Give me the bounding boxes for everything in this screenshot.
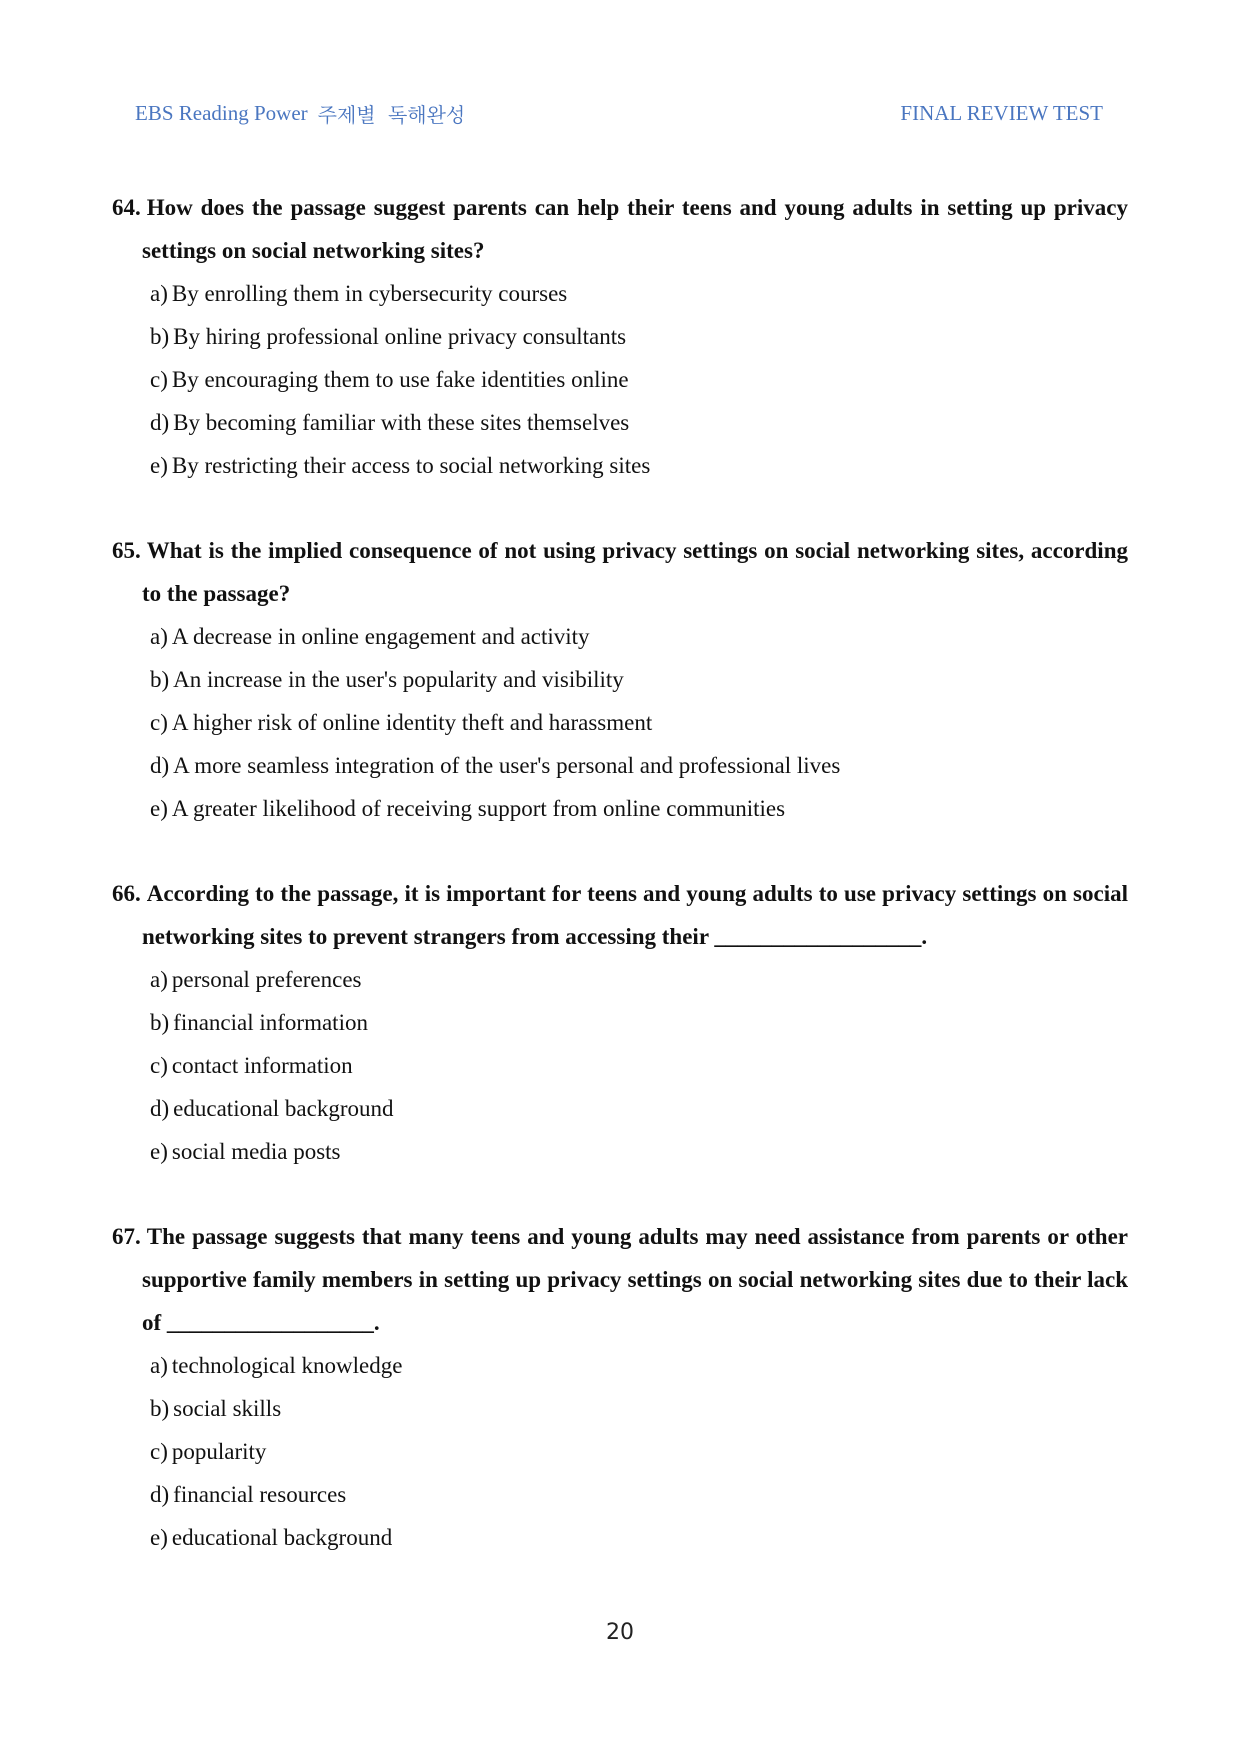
option-text: A decrease in online engagement and activity <box>171 624 590 649</box>
answer-option[interactable] <box>112 1387 1128 1430</box>
question-65 <box>112 529 1128 830</box>
question-number: 67. <box>112 1224 141 1249</box>
answer-option[interactable] <box>112 787 1128 830</box>
option-text: educational background <box>171 1525 393 1550</box>
answer-option[interactable] <box>112 272 1128 315</box>
option-letter: e) <box>150 1139 168 1164</box>
header-korean-subtitle: 주제별 독해완성 <box>317 102 466 127</box>
option-letter: d) <box>150 1096 170 1121</box>
question-text: According to the passage, it is important for teens and young adults to use privacy settings on social networking sites to prevent strangers from accessing their __________________. <box>142 881 1128 949</box>
answer-options <box>112 272 1128 487</box>
answer-option[interactable] <box>112 615 1128 658</box>
answer-option[interactable] <box>112 1044 1128 1087</box>
answer-option[interactable] <box>112 744 1128 787</box>
question-number: 65. <box>112 538 141 563</box>
answer-option[interactable] <box>112 658 1128 701</box>
option-letter: c) <box>150 710 168 735</box>
answer-options <box>112 615 1128 830</box>
option-letter: a) <box>150 1353 168 1378</box>
option-letter: a) <box>150 624 168 649</box>
option-text: personal preferences <box>171 967 362 992</box>
answer-option[interactable] <box>112 358 1128 401</box>
answer-option[interactable] <box>112 958 1128 1001</box>
question-stem <box>112 872 1128 958</box>
answer-option[interactable] <box>112 1087 1128 1130</box>
option-letter: d) <box>150 410 170 435</box>
header-book-title: EBS Reading Power <box>135 100 308 125</box>
page-number: 20 <box>606 1620 634 1645</box>
page-header <box>135 96 1103 130</box>
question-number: 64. <box>112 195 141 220</box>
header-test-title: FINAL REVIEW TEST <box>900 100 1103 125</box>
question-64 <box>112 186 1128 487</box>
option-letter: b) <box>150 1396 170 1421</box>
option-letter: b) <box>150 667 170 692</box>
answer-option[interactable] <box>112 1344 1128 1387</box>
option-text: financial information <box>173 1010 368 1035</box>
option-letter: d) <box>150 1482 170 1507</box>
answer-options <box>112 958 1128 1173</box>
answer-option[interactable] <box>112 315 1128 358</box>
option-text: By restricting their access to social networking sites <box>171 453 651 478</box>
option-letter: e) <box>150 1525 168 1550</box>
question-stem <box>112 186 1128 272</box>
option-letter: e) <box>150 796 168 821</box>
answer-option[interactable] <box>112 401 1128 444</box>
option-text: By becoming familiar with these sites themselves <box>173 410 630 435</box>
question-text: How does the passage suggest parents can help their teens and young adults in setting up privacy settings on social networking sites? <box>142 195 1128 263</box>
question-67 <box>112 1215 1128 1559</box>
option-text: social media posts <box>171 1139 341 1164</box>
question-66 <box>112 872 1128 1173</box>
answer-option[interactable] <box>112 1001 1128 1044</box>
question-text: The passage suggests that many teens and young adults may need assistance from parents or other supportive family members in setting up privacy settings on social networking sites due to their lack of __________________. <box>142 1224 1128 1335</box>
option-letter: a) <box>150 967 168 992</box>
option-letter: c) <box>150 1053 168 1078</box>
answer-option[interactable] <box>112 1430 1128 1473</box>
question-stem <box>112 529 1128 615</box>
option-letter: d) <box>150 753 170 778</box>
header-left <box>135 99 465 128</box>
answer-option[interactable] <box>112 444 1128 487</box>
option-text: By enrolling them in cybersecurity courses <box>171 281 568 306</box>
answer-option[interactable] <box>112 1473 1128 1516</box>
option-text: social skills <box>173 1396 282 1421</box>
question-text: What is the implied consequence of not using privacy settings on social networking sites, according to the passage? <box>142 538 1128 606</box>
option-text: contact information <box>171 1053 353 1078</box>
answer-option[interactable] <box>112 701 1128 744</box>
option-text: educational background <box>173 1096 394 1121</box>
option-letter: c) <box>150 367 168 392</box>
option-text: A higher risk of online identity theft and harassment <box>171 710 653 735</box>
option-text: technological knowledge <box>171 1353 403 1378</box>
option-text: An increase in the user's popularity and visibility <box>173 667 624 692</box>
answer-options <box>112 1344 1128 1559</box>
question-number: 66. <box>112 881 141 906</box>
question-stem <box>112 1215 1128 1344</box>
option-letter: b) <box>150 324 170 349</box>
question-list <box>112 186 1128 1601</box>
option-letter: c) <box>150 1439 168 1464</box>
option-text: A more seamless integration of the user's personal and professional lives <box>173 753 841 778</box>
option-text: By hiring professional online privacy consultants <box>173 324 627 349</box>
option-letter: e) <box>150 453 168 478</box>
option-text: By encouraging them to use fake identities online <box>171 367 629 392</box>
option-text: A greater likelihood of receiving support from online communities <box>171 796 786 821</box>
option-letter: a) <box>150 281 168 306</box>
option-text: financial resources <box>173 1482 347 1507</box>
answer-option[interactable] <box>112 1516 1128 1559</box>
option-text: popularity <box>171 1439 267 1464</box>
option-letter: b) <box>150 1010 170 1035</box>
answer-option[interactable] <box>112 1130 1128 1173</box>
